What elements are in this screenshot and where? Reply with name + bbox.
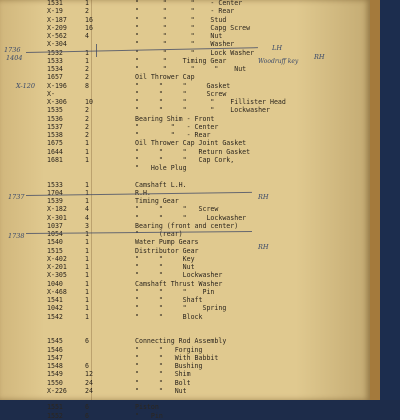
part-number: X-468 — [47, 287, 67, 296]
quantity: 1 — [85, 155, 89, 164]
description: Camshaft Thrust Washer — [135, 279, 223, 288]
list-item — [0, 238, 370, 246]
part-number: X-562 — [47, 32, 67, 40]
quantity: 2 — [85, 131, 89, 139]
description: " " " Stud — [135, 15, 227, 24]
part-number: 1545 — [47, 337, 63, 346]
part-number: 1539 — [47, 197, 63, 205]
part-number: X-402 — [47, 254, 67, 263]
description: " " With Babbit — [135, 353, 219, 362]
part-number: 1532 — [47, 48, 63, 57]
description: Timing Gear — [135, 197, 179, 205]
part-number: 1534 — [47, 65, 63, 73]
quantity: 1 — [85, 304, 89, 313]
list-item — [0, 205, 370, 213]
part-number: 1054 — [47, 230, 63, 238]
part-number: X-196 — [47, 81, 67, 90]
part-number: X-19 — [47, 7, 63, 16]
description: " " Shim — [135, 370, 191, 379]
list-item — [0, 197, 370, 205]
list-item — [0, 73, 370, 81]
list-item — [0, 7, 370, 15]
quantity: 2 — [85, 7, 89, 16]
part-number: 1037 — [47, 221, 63, 230]
part-number: 1541 — [47, 296, 63, 304]
part-number: X-187 — [47, 15, 67, 24]
list-item — [0, 321, 370, 329]
quantity: 1 — [85, 296, 89, 304]
list-item — [0, 247, 370, 255]
quantity: 10 — [85, 98, 93, 106]
quantity: 24 — [85, 386, 93, 395]
description: Piston — [135, 403, 159, 412]
quantity: 1 — [85, 254, 89, 263]
quantity: 3 — [85, 221, 89, 230]
handwritten-note: 1736 — [4, 46, 21, 54]
part-number: X- — [47, 89, 55, 98]
description: " " Nut — [135, 386, 187, 395]
description: " " Key — [135, 254, 195, 263]
description: " " " - Rear — [135, 7, 235, 16]
quantity: 2 — [85, 73, 89, 82]
quantity: 16 — [85, 15, 93, 24]
description: " " " " Lockwasher — [135, 106, 270, 115]
part-number: 1533 — [47, 180, 63, 189]
list-item — [0, 172, 370, 180]
description: " " " Nut — [135, 32, 223, 40]
list-item — [0, 16, 370, 24]
list-item — [0, 362, 370, 370]
part-number: 1657 — [47, 73, 63, 82]
list-item — [0, 131, 370, 139]
handwritten-note: X-120 — [16, 82, 35, 90]
description: " " " Gasket — [135, 81, 231, 90]
description: Camshaft L.H. — [135, 180, 187, 189]
list-item — [0, 271, 370, 279]
description: " " " Lockwasher — [135, 213, 247, 222]
description: " " " Spring — [135, 304, 227, 313]
quantity: 4 — [85, 205, 89, 214]
part-number: X-209 — [47, 23, 67, 32]
handwritten-note: 1404 — [6, 54, 23, 62]
description: " " " Screw — [135, 205, 219, 214]
list-item — [0, 24, 370, 32]
part-number: X-304 — [47, 40, 67, 49]
quantity: 1 — [85, 271, 89, 280]
quantity: 1 — [85, 197, 89, 205]
description: " " " Washer — [135, 40, 235, 49]
list-item — [0, 412, 370, 420]
list-item — [0, 222, 370, 230]
handwritten-note: 1738 — [8, 232, 25, 240]
pencil-line — [96, 44, 97, 57]
quantity: 2 — [85, 106, 89, 115]
description: " " " Return Gasket — [135, 147, 251, 156]
description: " " Timing Gear — [135, 56, 227, 65]
list-item — [0, 82, 370, 90]
quantity: 1 — [85, 147, 89, 156]
description: " " " " Fillister Head — [135, 98, 286, 106]
quantity: 6 — [85, 403, 89, 412]
list-item — [0, 40, 370, 48]
list-item — [0, 346, 370, 354]
description: " " Bushing — [135, 362, 203, 370]
list-item — [0, 156, 370, 164]
description: " " - Center — [135, 122, 219, 131]
description: " " " " Nut — [135, 65, 247, 73]
list-item — [0, 65, 370, 73]
handwritten-note: RH — [258, 243, 269, 251]
list-item — [0, 263, 370, 271]
list-item — [0, 255, 370, 263]
list-item — [0, 329, 370, 337]
list-item — [0, 139, 370, 147]
quantity: 6 — [85, 411, 89, 420]
part-number: 1550 — [47, 378, 63, 387]
list-item — [0, 0, 370, 7]
list-item — [0, 214, 370, 222]
part-number: 1681 — [47, 155, 63, 164]
handwritten-note: RH — [258, 193, 269, 201]
quantity: 6 — [85, 362, 89, 370]
part-number: X-182 — [47, 205, 67, 214]
handwritten-note: RH — [314, 53, 325, 61]
description: " " " Cap Cork, — [135, 155, 235, 164]
description: " Pin — [135, 411, 163, 420]
description: " " Block — [135, 312, 203, 321]
part-number: 1546 — [47, 345, 63, 354]
part-number: 1552 — [47, 411, 63, 420]
part-number: 1533 — [47, 56, 63, 65]
description: " Hole Plug — [135, 164, 187, 172]
description: Water Pump Gears — [135, 238, 199, 247]
handwritten-note: 1737 — [8, 193, 25, 201]
description: Bearing (front and center) — [135, 221, 239, 230]
list-item — [0, 181, 370, 189]
description: " (rear) — [135, 230, 183, 238]
quantity: 16 — [85, 23, 93, 32]
list-item — [0, 164, 370, 172]
description: Bearing Shim - Front — [135, 114, 215, 123]
description: " " " Lock Washer — [135, 48, 255, 57]
list-item — [0, 106, 370, 114]
list-item — [0, 354, 370, 362]
part-number: 1535 — [47, 106, 63, 115]
description: " " " Screw — [135, 89, 227, 98]
quantity: 1 — [85, 246, 89, 255]
description: " " - Rear — [135, 131, 211, 139]
part-number: X-226 — [47, 386, 67, 395]
page-edge — [370, 0, 380, 400]
list-item — [0, 395, 370, 403]
quantity: 1 — [85, 188, 89, 197]
list-item — [0, 123, 370, 131]
handwritten-note: Woodruff key — [258, 58, 299, 65]
part-number: 1551 — [47, 403, 63, 412]
quantity: 1 — [85, 263, 89, 271]
quantity: 1 — [85, 0, 89, 7]
description: " " " Pin — [135, 287, 215, 296]
description: R.H. — [135, 188, 151, 197]
quantity: 1 — [85, 312, 89, 321]
part-number: 1675 — [47, 139, 63, 148]
binder-cover — [380, 0, 400, 400]
part-number: 1549 — [47, 370, 63, 379]
list-item — [0, 337, 370, 345]
list-item — [0, 296, 370, 304]
description: " " Forging — [135, 345, 203, 354]
list-item — [0, 403, 370, 411]
description: Oil Thrower Cap — [135, 73, 195, 82]
quantity: 12 — [85, 370, 93, 379]
quantity: 2 — [85, 114, 89, 123]
quantity: 1 — [85, 139, 89, 148]
list-item — [0, 379, 370, 387]
quantity: 1 — [85, 287, 89, 296]
quantity: 8 — [85, 81, 89, 90]
list-item — [0, 304, 370, 312]
part-number: 1547 — [47, 353, 63, 362]
description: " " Shaft — [135, 296, 203, 304]
quantity: 24 — [85, 378, 93, 387]
part-number: 1540 — [47, 238, 63, 247]
quantity: 4 — [85, 213, 89, 222]
quantity: 1 — [85, 230, 89, 238]
list-item — [0, 313, 370, 321]
list-item — [0, 288, 370, 296]
handwritten-note: LH — [272, 44, 282, 52]
list-item — [0, 370, 370, 378]
quantity: 2 — [85, 122, 89, 131]
quantity: 6 — [85, 337, 89, 346]
part-number: 1704 — [47, 188, 63, 197]
description: " " " - Center — [135, 0, 243, 7]
part-number: X-306 — [47, 98, 67, 106]
part-number: 1538 — [47, 131, 63, 139]
list-item — [0, 148, 370, 156]
quantity: 4 — [85, 32, 89, 40]
description: Connecting Rod Assembly — [135, 337, 227, 346]
quantity: 1 — [85, 180, 89, 189]
quantity: 1 — [85, 279, 89, 288]
part-number: 1040 — [47, 279, 63, 288]
description: Oil Thrower Cap Joint Gasket — [135, 139, 247, 148]
list-item — [0, 115, 370, 123]
part-number: 1515 — [47, 246, 63, 255]
description: " " Bolt — [135, 378, 191, 387]
description: " " Lockwasher — [135, 271, 223, 280]
part-number: 1548 — [47, 362, 63, 370]
list-item — [0, 98, 370, 106]
list-item — [0, 387, 370, 395]
quantity: 1 — [85, 238, 89, 247]
part-number: 1644 — [47, 147, 63, 156]
list-item — [0, 280, 370, 288]
part-number: X-201 — [47, 263, 67, 271]
quantity: 1 — [85, 56, 89, 65]
list-item — [0, 90, 370, 98]
part-number: 1542 — [47, 312, 63, 321]
description: Distributor Gear — [135, 246, 199, 255]
part-number: X-305 — [47, 271, 67, 280]
part-number: 1042 — [47, 304, 63, 313]
description: " " " Capg Screw — [135, 23, 251, 32]
part-number: 1536 — [47, 114, 63, 123]
list-item — [0, 32, 370, 40]
part-number: 1537 — [47, 122, 63, 131]
description: " " Nut — [135, 263, 195, 271]
quantity: 1 — [85, 48, 89, 57]
part-number: X-301 — [47, 213, 67, 222]
quantity: 2 — [85, 65, 89, 73]
part-number: 1531 — [47, 0, 63, 7]
